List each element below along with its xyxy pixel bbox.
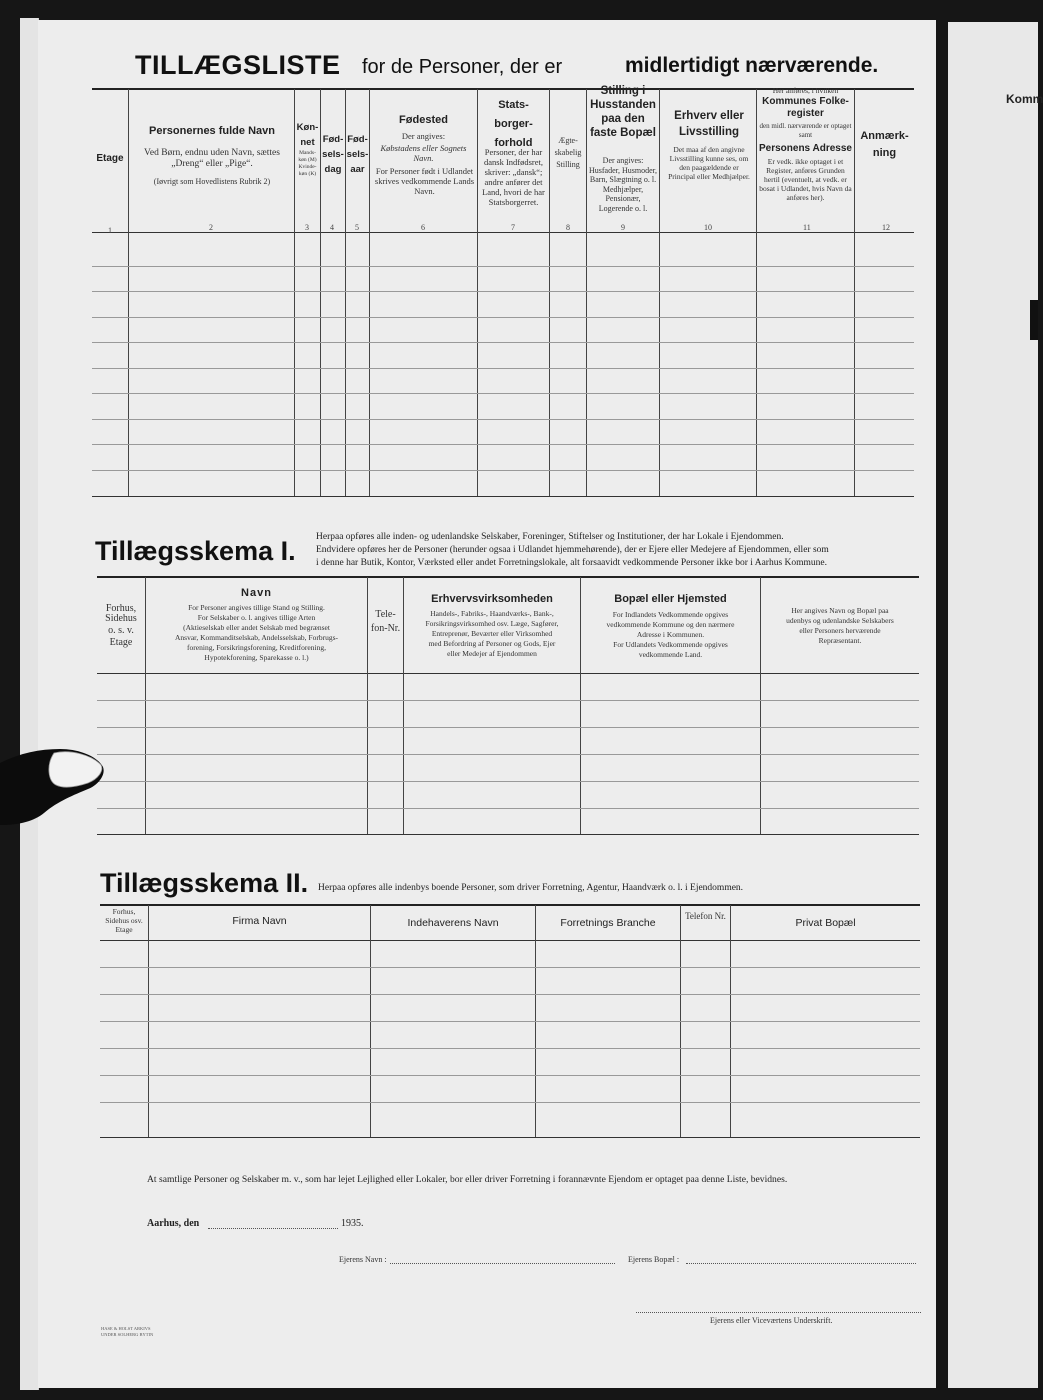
printer-imprint: HASE & HOLST ARKIVS UNDER SOLHERG BYTIN [101, 1326, 154, 1337]
skema1-intro-line1: Herpaa opføres alle inden- og udenlandske Selskaber, Foreninger, Stiftelser og Institutioner, der har Lokale i Ejendommen. [316, 532, 784, 542]
table2-row-line [97, 754, 919, 755]
s1-col-etage-line: Etage [109, 637, 133, 648]
s1-col-navn-header: Navn [241, 587, 272, 599]
s2-col-etage-line: Forhus, [112, 907, 136, 916]
table2-header-rule [97, 673, 919, 674]
owner-address-label: Ejerens Bopæl : [628, 1255, 680, 1264]
col-navn-note: Ved Børn, endnu uden Navn, sættes „Dreng“ eller „Pige“. [144, 148, 280, 169]
s1-col-repraesentant-note: udenbys og udenlandske Selskabers [786, 616, 894, 625]
tillaegsliste-title: TILLÆGSLISTE [135, 50, 341, 80]
col-number: 6 [421, 223, 425, 232]
table1-col-divider [128, 89, 129, 496]
table1-row-line [92, 470, 914, 471]
table2-row-line [97, 727, 919, 728]
col-folkeregister-pre: Her anføres, i hvilken [772, 86, 839, 95]
col-folkeregister-header: Kommunes Folke-register [762, 96, 849, 119]
s1-col-navn-note: (Aktieselskab eller andet Selskab med begrænset [183, 623, 330, 632]
table1-row-line [92, 291, 914, 292]
col-erhverv-note: Det maa af den angivne Livsstilling kunne ses, om den paagældende er Principal eller Medhjælper. [668, 145, 750, 181]
s1-col-repraesentant-note: eller Personers herværende [799, 626, 881, 635]
footer-city-date: Aarhus, den [147, 1218, 200, 1229]
col-number: 9 [621, 223, 625, 232]
skema1-intro-line3: i denne har Butik, Kontor, Værksted eller andet Forretningslokale, alt forsaavidt vedkommende Personer ikke bor i Aarhus Kommune. [316, 558, 828, 568]
table1-header-rule [92, 232, 914, 233]
col-aegteskabelig-header: Ægte-skabelig Stilling [554, 136, 582, 169]
facing-page-mark [1030, 300, 1038, 340]
col-navn-header: Personernes fulde Navn [149, 125, 275, 137]
table1-col-divider [369, 89, 370, 496]
s1-col-telefon-header: Tele-fon-Nr. [370, 609, 401, 634]
col-husstand-note: Der angives: Husfader, Husmoder, Barn, Slægtning o. l. Medhjælper, Pensionær, Logerende o. l. [589, 156, 658, 213]
table1-col-divider [586, 89, 587, 496]
col-number: 12 [882, 223, 890, 232]
s1-col-repraesentant-note: Repræsentant. [818, 636, 862, 645]
skema1-intro-line2: Endvidere opføres her de Personer (herunder ogsaa i Udlandet hjemmehørende), der er Ejere eller Medejere af Ejendommen, eller som [316, 545, 829, 555]
s1-col-navn-note: For Personer angives tillige Stand og Stilling. [188, 603, 325, 612]
table1-row-line [92, 368, 914, 369]
col-number: 4 [330, 223, 334, 232]
table2-bottom-rule [97, 834, 919, 835]
table3-bottom-rule [100, 1137, 920, 1138]
table1-row-line [92, 419, 914, 420]
col-statsborger-note: Personer, der har dansk Indfødsret, skriver: „dansk“; andre anfører det Land, hvori de har Statsborgerret. [482, 147, 545, 207]
col-foedested-note2: Købstadens eller Sognets Navn. [380, 143, 467, 163]
col-koen-header: Køn-net [296, 122, 319, 148]
page-edge [20, 18, 39, 1390]
table3-row-line [100, 994, 920, 995]
col-number: 3 [305, 223, 309, 232]
skema1-title: Tillægsskema I. [95, 536, 296, 566]
table1-row-line [92, 317, 914, 318]
col-number: 5 [355, 223, 359, 232]
s2-col-privat-bopael-header: Privat Bopæl [795, 917, 856, 929]
date-field [208, 1228, 338, 1229]
col-number: 11 [803, 223, 811, 232]
col-number: 7 [511, 223, 515, 232]
owner-name-field [390, 1263, 615, 1264]
col-foedselsdag-header: Fød-sels-dag [322, 134, 344, 175]
table3-row-line [100, 1021, 920, 1022]
s2-col-telefon-header: Telefon Nr. [685, 911, 726, 921]
skema2-intro: Herpaa opføres alle indenbys boende Personer, som driver Forretning, Agentur, Haandværk o. l. i Ejendommen. [318, 883, 744, 893]
col-number: 1 [108, 226, 112, 235]
col-erhverv-header: Erhverv eller Livsstilling [674, 110, 744, 138]
col-statsborger-header: Stats-borger-forhold [494, 99, 533, 149]
col-foedested-header: Fødested [399, 114, 448, 126]
s1-col-etage-line: Forhus, [105, 603, 137, 614]
s1-col-navn-note: Hypotekforening, Sparekasse o. l.) [204, 653, 309, 662]
s2-col-indehaver-header: Indehaverens Navn [407, 917, 499, 929]
owner-name-label: Ejerens Navn : [339, 1255, 387, 1264]
s2-col-firma-header: Firma Navn [232, 915, 287, 927]
col-navn-note2: (Iøvrigt som Hovedlistens Rubrik 2) [153, 177, 271, 186]
col-husstand-header: Stilling i Husstanden paa den faste Bopæl [590, 85, 656, 139]
table2-row-line [97, 781, 919, 782]
facing-page-text: Komm [1006, 92, 1043, 106]
table3-row-line [100, 967, 920, 968]
s1-col-erhverv-note: eller Medejer af Ejendommen [447, 649, 537, 658]
s1-col-erhverv-note: med Befordring af Personer og Gods, Ejer [428, 639, 556, 648]
table1-row-line [92, 266, 914, 267]
s1-col-etage-line: o. s. v. [108, 625, 134, 636]
table1-col-divider [477, 89, 478, 496]
table1-col-divider [659, 89, 660, 496]
signature-label: Ejerens eller Viceværtens Underskrift. [710, 1316, 833, 1325]
s1-col-erhverv-note: Entreprenør, Beværter eller Virksomhed [431, 629, 553, 638]
owner-address-field [686, 1263, 916, 1264]
tillaegsliste-title-regular: for de Personer, der er [362, 56, 563, 78]
s1-col-bopael-note: vedkommende Kommune og den nærmere [606, 620, 735, 629]
s2-col-etage-line: Etage [115, 925, 133, 934]
col-foedested-note1: Der angives: [401, 131, 446, 141]
s1-col-bopael-note: For Indlandets Vedkommende opgives [612, 610, 729, 619]
s2-col-branche-header: Forretnings Branche [560, 917, 656, 929]
col-foedselsaar-header: Fød-sels-aar [346, 134, 369, 175]
s2-col-etage-line: Sidehus osv. [105, 916, 143, 925]
col-etage-header: Etage [96, 153, 124, 164]
skema2-title: Tillægsskema II. [100, 868, 309, 898]
table1-bottom-rule [92, 496, 914, 497]
s1-col-erhverv-header: Erhvervsvirksomheden [431, 593, 553, 605]
col-adresse-header: Personens Adresse [758, 143, 852, 154]
col-number: 2 [209, 223, 213, 232]
s1-col-bopael-note: vedkommende Land. [638, 650, 703, 659]
table3-row-line [100, 1102, 920, 1103]
table3-header-rule [100, 940, 920, 941]
s1-col-erhverv-note: Forsikringsvirksomhed osv. Læge, Sagfører, [425, 619, 559, 628]
thumb-icon [0, 745, 104, 825]
col-number: 10 [704, 223, 712, 232]
table1-row-line [92, 444, 914, 445]
footer-statement: At samtlige Personer og Selskaber m. v., som har lejet Lejlighed eller Lokaler, bor eller driver Forretning i forannævnte Ejendom er optaget paa denne Liste, bevidnes. [147, 1174, 788, 1185]
table2-row-line [97, 700, 919, 701]
col-folkeregister-mid: den midl. nærværende er optaget samt [759, 122, 852, 139]
table2-row-line [97, 808, 919, 809]
facing-page [948, 22, 1038, 1388]
table2-top-rule [97, 576, 919, 578]
col-koen-note: Mands-køn (M) Kvinde-køn (K) [298, 150, 317, 177]
s1-col-repraesentant-note: Her angives Navn og Bopæl paa [791, 606, 889, 615]
table1-row-line [92, 393, 914, 394]
col-anmaerkning-header: Anmærk-ning [860, 130, 909, 159]
col-number: 8 [566, 223, 570, 232]
s1-col-etage-line: Sidehus [105, 613, 137, 624]
s1-col-erhverv-note: Handels-, Fabriks-, Haandværks-, Bank-, [430, 609, 554, 618]
s1-col-navn-note: forening, Forsikringsforening, Kreditforening, [187, 643, 326, 652]
table1-row-line [92, 342, 914, 343]
footer-year: 1935. [341, 1218, 364, 1229]
tillaegsliste-title-end: midlertidigt nærværende. [625, 54, 879, 77]
s1-col-bopael-header: Bopæl eller Hjemsted [614, 593, 727, 605]
table3-row-line [100, 1048, 920, 1049]
s1-col-navn-note: Ansvar, Kommanditselskab, Andelsselskab, Forbrugs- [174, 633, 338, 642]
col-foedested-note3: For Personer født i Udlandet skrives vedkommende Lands Navn. [374, 166, 475, 196]
table3-row-line [100, 1075, 920, 1076]
s1-col-navn-note: For Selskaber o. l. angives tillige Arten [197, 613, 316, 622]
col-adresse-note: Er vedk. ikke optaget i et Register, anføres Grunden hertil (eventuelt, at vedk. er bosat i Udlandet, hvis Navn da anføres her). [759, 157, 852, 202]
signature-field [636, 1312, 921, 1313]
s1-col-bopael-note: Adresse i Kommunen. [636, 630, 705, 639]
s1-col-bopael-note: For Udlandets Vedkommende opgives [613, 640, 728, 649]
table3-top-rule [100, 904, 920, 906]
